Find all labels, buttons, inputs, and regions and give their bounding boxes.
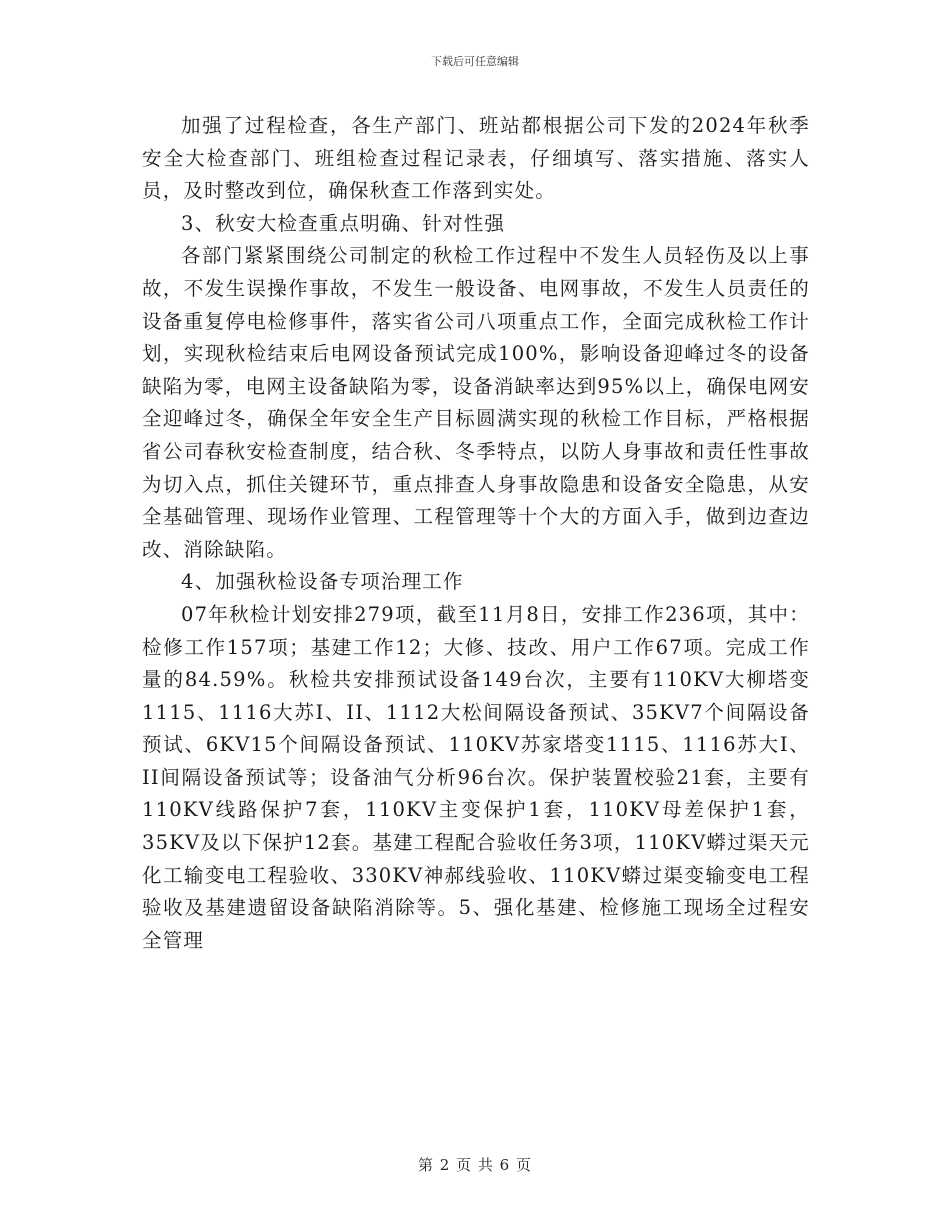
paragraph-process-inspection: 加强了过程检查，各生产部门、班站都根据公司下发的2024年秋季安全大检查部门、班组检查过程记录表，仔细填写、落实措施、落实人员，及时整改到位，确保秋查工作落到实处。: [142, 114, 810, 203]
paragraph-inspection-focus: 各部门紧紧围绕公司制定的秋检工作过程中不发生人员轻伤及以上事故，不发生误操作事故，不发生一般设备、电网事故，不发生人员责任的设备重复停电检修事件，落实省公司八项重点工作，全面完成秋检工作计划，实现秋检结束后电网设备预试完成100%，影响设备迎峰过冬的设备缺陷为零，电网主设备缺陷为零，设备消缺率达到95%以上，确保电网安全迎峰过冬，确保全年安全生产目标圆满实现的秋检工作目标，严格根据省公司春秋安检查制度，结合秋、冬季特点，以防人身事故和责任性事故为切入点，抓住关键环节，重点排查人身事故隐患和设备安全隐患，从安全基础管理、现场作业管理、工程管理等十个大的方面入手，做到边查边改、消除缺陷。: [142, 244, 810, 561]
paragraph-equipment-work: 07年秋检计划安排279项，截至11月8日，安排工作236项，其中：检修工作157项；基建工作12；大修、技改、用户工作67项。完成工作量的84.59%。秋检共安排预试设备149台次，主要有110KV大柳塔变1115、1116大苏I、II、1112大松间隔设备预试、35KV7个间隔设备预试、6KV15个间隔设备预试、110KV苏家塔变1115、1116苏大I、II间隔设备预试等；设备油气分析96台次。保护装置校验21套，主要有110KV线路保护7套，110KV主变保护1套，110KV母差保护1套，35KV及以下保护12套。基建工程配合验收任务3项，110KV蟒过渠天元化工输变电工程验收、330KV神郝线验收、110KV蟒过渠变输变电工程验收及基建遗留设备缺陷消除等。5、强化基建、检修施工现场全过程安全管理: [142, 602, 810, 952]
heading-section-4: 4、加强秋检设备专项治理工作: [181, 570, 464, 594]
document-body: [142, 110, 810, 957]
page-header-note: 下载后可任意编辑: [431, 55, 519, 68]
page-number-footer: 第 2 页 共 6 页: [418, 1156, 532, 1174]
heading-section-3: 3、秋安大检查重点明确、针对性强: [181, 211, 506, 235]
